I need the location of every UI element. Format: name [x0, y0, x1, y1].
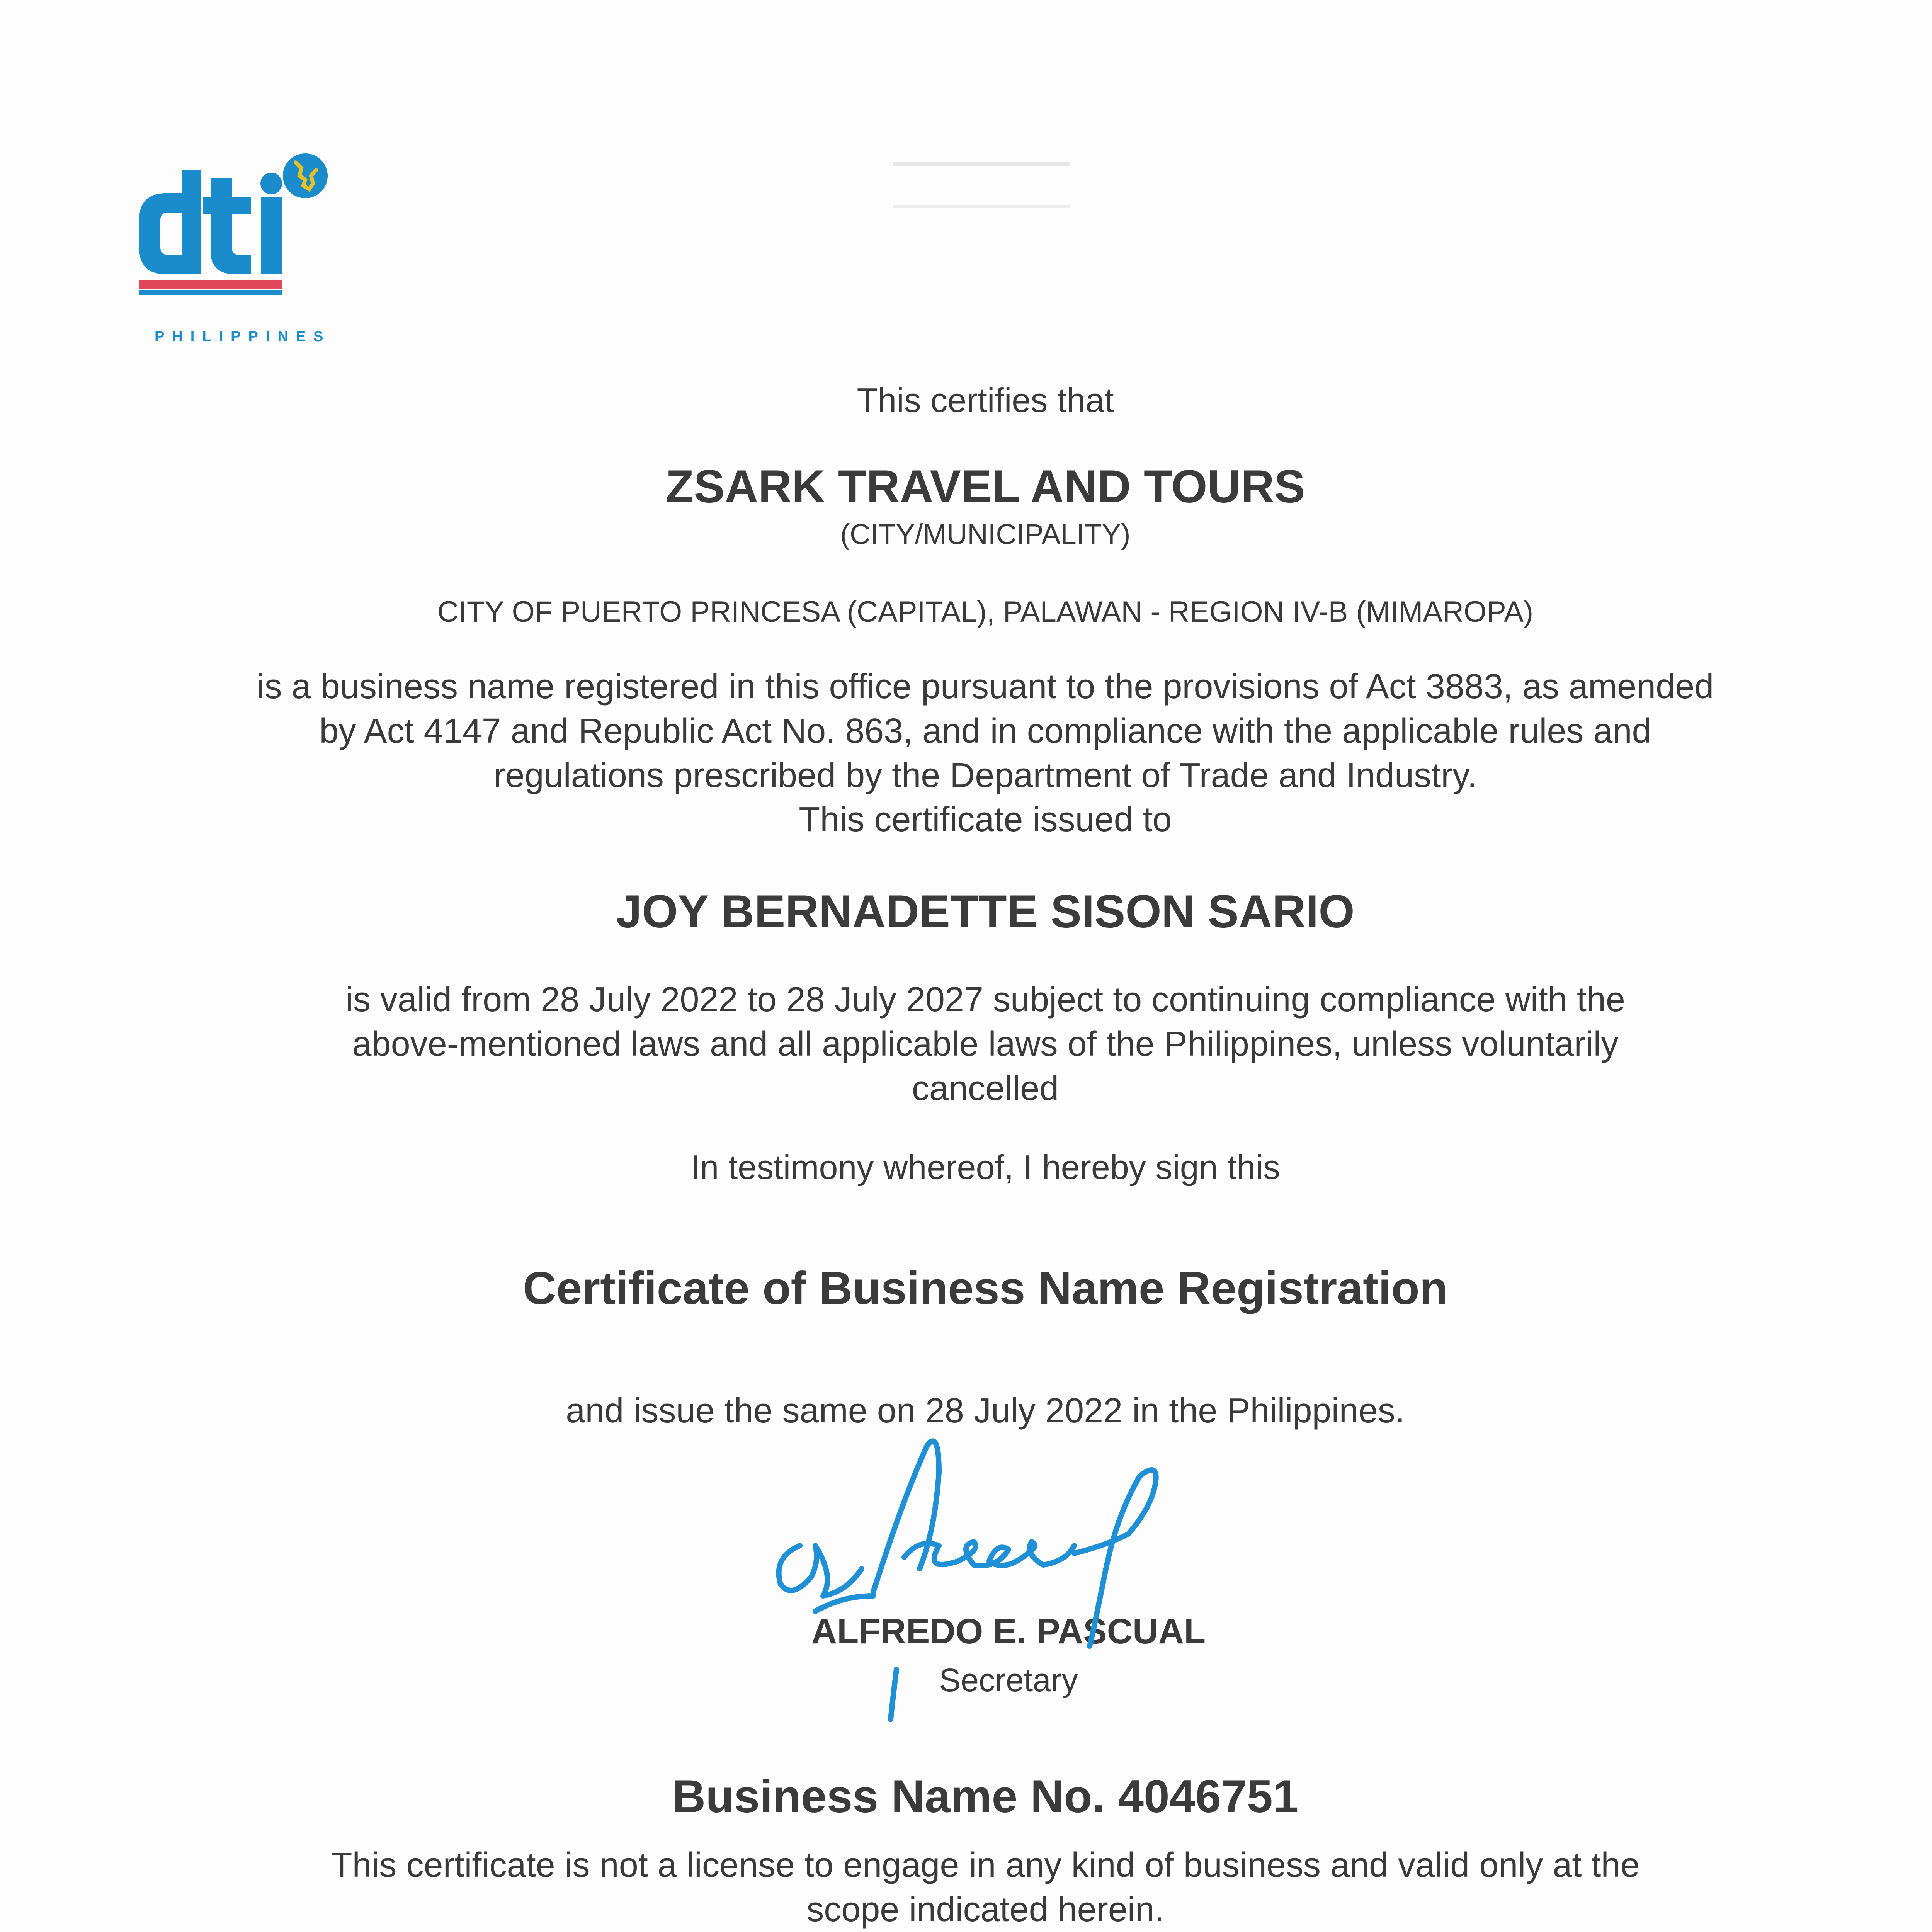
- certifies-line: This certifies that: [857, 381, 1114, 419]
- business-name: ZSARK TRAVEL AND TOURS: [665, 461, 1305, 512]
- business-name-number: Business Name No. 4046751: [672, 1770, 1299, 1822]
- territorial-scope: (CITY/MUNICIPALITY): [840, 518, 1131, 550]
- disclaimer-line: This certificate is not a license to engage in any kind of business and valid only at the: [331, 1846, 1640, 1884]
- validity-paragraph: [0, 978, 1932, 1111]
- disclaimer-paragraph: [0, 1843, 1932, 1932]
- issued-to-line: This certificate issued to: [799, 800, 1172, 839]
- validity-paragraph-line: is valid from 28 July 2022 to 28 July 2027 subject to continuing compliance with the: [345, 980, 1625, 1019]
- validity-paragraph-line: above-mentioned laws and all applicable laws of the Philippines, unless voluntarily: [352, 1025, 1619, 1063]
- registration-paragraph: [0, 665, 1932, 798]
- testimony-line: In testimony whereof, I hereby sign this: [690, 1148, 1281, 1186]
- business-location: CITY OF PUERTO PRINCESA (CAPITAL), PALAWAN - REGION IV-B (MIMAROPA): [437, 595, 1534, 628]
- owner-name: JOY BERNADETTE SISON SARIO: [616, 886, 1355, 937]
- dti-logo-icon: [124, 147, 340, 325]
- faded-stamp-mark: [889, 147, 1074, 228]
- issue-date-line: and issue the same on 28 July 2022 in the Philippines.: [566, 1391, 1405, 1430]
- certificate-title: Certificate of Business Name Registration: [523, 1262, 1448, 1314]
- registration-paragraph-line: regulations prescribed by the Department of Trade and Industry.: [493, 756, 1477, 795]
- signer-title: Secretary: [939, 1662, 1078, 1698]
- dti-logo: [124, 147, 340, 348]
- validity-paragraph-line: cancelled: [912, 1069, 1059, 1108]
- signer-name: ALFREDO E. PASCUAL: [811, 1612, 1206, 1651]
- registration-paragraph-line: by Act 4147 and Republic Act No. 863, and in compliance with the applicable rules and: [319, 712, 1651, 750]
- logo-caption: PHILIPPINES: [155, 328, 331, 345]
- disclaimer-line: scope indicated herein.: [806, 1890, 1164, 1929]
- handwritten-signature: [757, 1430, 1206, 1723]
- registration-paragraph-line: is a business name registered in this office pursuant to the provisions of Act 3883, as amended: [257, 667, 1714, 706]
